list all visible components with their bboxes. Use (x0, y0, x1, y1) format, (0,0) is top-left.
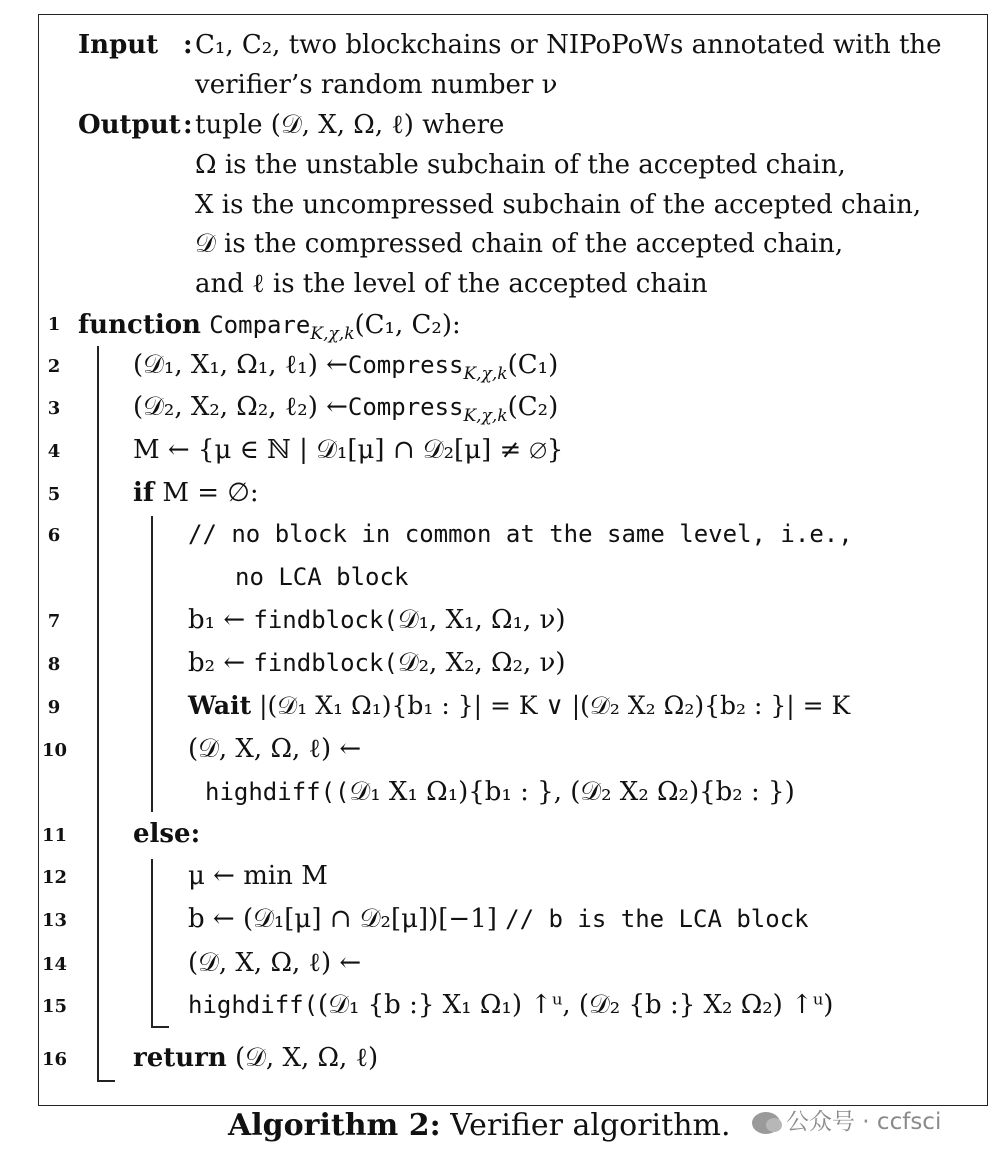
else-block-foot (151, 1026, 169, 1028)
function-block-line (97, 346, 99, 1082)
line-10-cont: highdiff((𝒟₁ X₁ Ω₁){b₁ : }, (𝒟₂ X₂ Ω₂){b₂ : }) (205, 777, 795, 807)
line-number: 7 (47, 611, 61, 632)
line-number: 14 (42, 954, 68, 975)
line-number: 1 (47, 314, 61, 335)
line-10: (𝒟, X, Ω, ℓ) ← (188, 734, 362, 764)
line-8: b₂ ← findblock(𝒟₂, X₂, Ω₂, ν) (188, 648, 566, 678)
line-number: 15 (42, 996, 68, 1017)
algorithm-caption: Algorithm 2: Verifier algorithm. (228, 1108, 731, 1143)
output-label: Output (78, 110, 181, 140)
line-number: 13 (42, 910, 68, 931)
line-number: 12 (42, 867, 68, 888)
line-12: μ ← min M (188, 861, 328, 891)
line-number: 9 (47, 697, 61, 718)
line-13: b ← (𝒟₁[μ] ∩ 𝒟₂[μ])[−1] // b is the LCA block (188, 904, 809, 934)
input-line-1: C₁, C₂, two blockchains or NIPoPoWs annotated with the (195, 30, 942, 60)
line-4: M ← {μ ∈ ℕ | 𝒟₁[μ] ∩ 𝒟₂[μ] ≠ ∅} (133, 435, 564, 465)
line-16: return (𝒟, X, Ω, ℓ) (133, 1043, 379, 1073)
watermark: 公众号 · ccfsci (752, 1103, 941, 1136)
output-colon: : (183, 110, 193, 140)
line-15: highdiff((𝒟₁ {b :} X₁ Ω₁) ↑ᵘ, (𝒟₂ {b :} X₂ Ω₂) ↑ᵘ) (188, 990, 834, 1020)
input-label: Input (78, 30, 159, 60)
line-11-else: else: (133, 819, 201, 849)
line-9: Wait |(𝒟₁ X₁ Ω₁){b₁ : }| = K ∨ |(𝒟₂ X₂ Ω₂){b₂ : }| = K (188, 691, 851, 720)
output-line-5: and ℓ is the level of the accepted chain (195, 269, 708, 299)
line-number: 2 (47, 356, 61, 377)
line-5: if M = ∅: (133, 478, 259, 508)
line-number: 6 (47, 525, 61, 546)
output-line-3: X is the uncompressed subchain of the accepted chain, (195, 190, 922, 220)
line-number: 11 (42, 825, 68, 846)
line-2: (𝒟₁, X₁, Ω₁, ℓ₁) ←Compress$_{K,\chi,k}$(C₁) (133, 350, 559, 385)
wechat-icon (752, 1112, 780, 1134)
line-6-comment: // no block in common at the same level, i.e., (188, 520, 853, 548)
output-line-1: tuple (𝒟, X, Ω, ℓ) where (195, 110, 505, 140)
line-6-comment-cont: no LCA block (235, 563, 409, 591)
function-block-foot (97, 1080, 115, 1082)
if-block-line (151, 516, 153, 812)
line-number: 10 (42, 740, 68, 761)
line-number: 4 (47, 441, 61, 462)
output-line-4: 𝒟 is the compressed chain of the accepted chain, (195, 229, 844, 259)
input-line-2: verifier’s random number ν (195, 70, 558, 100)
line-14: (𝒟, X, Ω, ℓ) ← (188, 948, 362, 978)
else-block-line (151, 859, 153, 1027)
line-number: 8 (47, 654, 61, 675)
line-number: 5 (47, 484, 61, 505)
input-colon: : (183, 30, 193, 60)
output-line-2: Ω is the unstable subchain of the accepted chain, (195, 150, 846, 180)
line-number: 16 (42, 1049, 68, 1070)
line-3: (𝒟₂, X₂, Ω₂, ℓ₂) ←Compress$_{K,\chi,k}$(C₂) (133, 392, 559, 427)
line-number: 3 (47, 398, 61, 419)
line-1: function Compare$_{K,\chi,k}$(C₁, C₂): (78, 310, 461, 345)
line-7: b₁ ← findblock(𝒟₁, X₁, Ω₁, ν) (188, 605, 566, 635)
